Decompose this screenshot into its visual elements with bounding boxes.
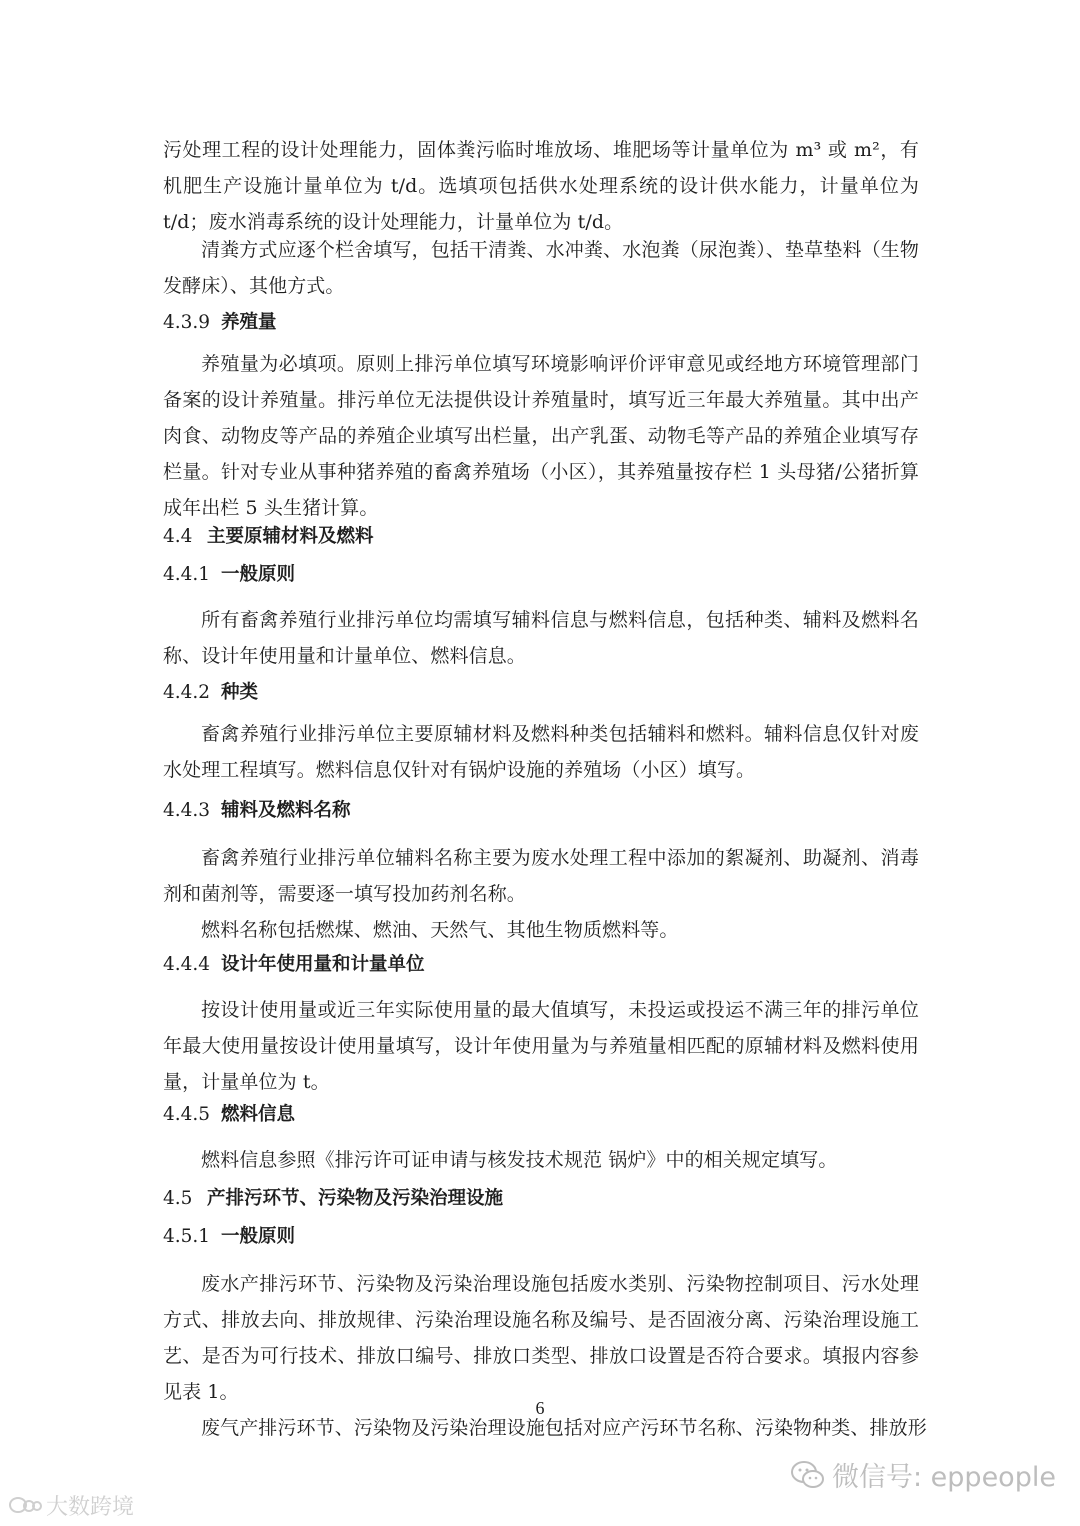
- paragraph-block: [163, 1142, 919, 1178]
- section-title: 一般原则: [221, 1226, 296, 1247]
- section-title: 设计年使用量和计量单位: [221, 954, 425, 975]
- heading-4-5-1: [163, 1222, 919, 1252]
- heading-4-4-2: [163, 678, 919, 708]
- paragraph-block: [163, 1266, 927, 1446]
- section-title: 种类: [221, 682, 259, 703]
- paragraph-fuel-info: 燃料信息参照《排污许可证申请与核发技术规范 锅炉》中的相关规定填写。: [201, 1149, 838, 1171]
- watermark-left-text: 大数跨境: [46, 1495, 135, 1520]
- heading-4-4: [163, 522, 919, 552]
- section-number: 4.4.2: [163, 682, 211, 703]
- paragraph-block: [163, 992, 919, 1100]
- section-title: 主要原辅材料及燃料: [207, 526, 374, 547]
- paragraph-types: 畜禽养殖行业排污单位主要原辅材料及燃料种类包括辅料和燃料。辅料信息仅针对废水处理工程填写。燃料信息仅针对有锅炉设施的养殖场（小区）填写。: [163, 723, 919, 781]
- section-title: 养殖量: [221, 312, 277, 333]
- bubble-logo-icon: [8, 1495, 42, 1517]
- paragraph-block: [163, 716, 919, 788]
- watermark-right-text: 微信号: eppeople: [832, 1462, 1056, 1493]
- page-number: 6: [535, 1398, 545, 1418]
- paragraph-block: [163, 232, 919, 304]
- paragraph-block: [163, 132, 919, 240]
- section-number: 4.4.5: [163, 1104, 211, 1125]
- section-number: 4.5.1: [163, 1226, 211, 1247]
- paragraph-annual-usage: 按设计使用量或近三年实际使用量的最大值填写，未投运或投运不满三年的排污单位年最大使用量按设计使用量填写，设计年使用量为与养殖量相匹配的原辅材料及燃料使用量，计量单位为 t。: [163, 999, 919, 1093]
- section-number: 4.3.9: [163, 312, 211, 333]
- paragraph-block: [163, 602, 919, 674]
- section-number: 4.5: [163, 1188, 193, 1209]
- heading-4-3-9: [163, 308, 919, 338]
- section-title: 产排污环节、污染物及污染治理设施: [207, 1188, 504, 1209]
- paragraph-manure-cleaning: 清粪方式应逐个栏舍填写，包括干清粪、水冲粪、水泡粪（尿泡粪）、垫草垫料（生物发酵床）、其他方式。: [163, 239, 919, 297]
- section-number: 4.4: [163, 526, 193, 547]
- paragraph-block: [163, 840, 919, 948]
- paragraph-general-principle: 所有畜禽养殖行业排污单位均需填写辅料信息与燃料信息，包括种类、辅料及燃料名称、设计年使用量和计量单位、燃料信息。: [163, 609, 919, 667]
- heading-4-4-5: [163, 1100, 919, 1130]
- heading-4-4-3: [163, 796, 919, 826]
- watermark-right: [790, 1455, 1056, 1494]
- paragraph-continuation: 污处理工程的设计处理能力，固体粪污临时堆放场、堆肥场等计量单位为 m³ 或 m²，有机肥生产设施计量单位为 t/d。选填项包括供水处理系统的设计供水能力，计量单位为 t/d；废水消毒系统的设计处理能力，计量单位为 t/d。: [163, 139, 919, 233]
- heading-4-5: [163, 1184, 919, 1214]
- section-number: 4.4.1: [163, 564, 211, 585]
- paragraph-auxiliary-names: 畜禽养殖行业排污单位辅料名称主要为废水处理工程中添加的絮凝剂、助凝剂、消毒剂和菌剂等，需要逐一填写投加药剂名称。: [163, 847, 919, 905]
- section-title: 一般原则: [221, 564, 296, 585]
- section-number: 4.4.4: [163, 954, 211, 975]
- heading-4-4-1: [163, 560, 919, 590]
- paragraph-block: [163, 346, 919, 526]
- paragraph-waste-gas: 废气产排污环节、污染物及污染治理设施包括对应产污环节名称、污染物种类、排放形: [201, 1417, 927, 1439]
- section-title: 燃料信息: [221, 1104, 296, 1125]
- paragraph-fuel-names: 燃料名称包括燃煤、燃油、天然气、其他生物质燃料等。: [201, 919, 679, 941]
- watermark-left: [8, 1490, 134, 1521]
- section-title: 辅料及燃料名称: [221, 800, 351, 821]
- paragraph-breeding-volume: 养殖量为必填项。原则上排污单位填写环境影响评价评审意见或经地方环境管理部门备案的设计养殖量。排污单位无法提供设计养殖量时，填写近三年最大养殖量。其中出产肉食、动物皮等产品的养殖企业填写出栏量，出产乳蛋、动物毛等产品的养殖企业填写存栏量。针对专业从事种猪养殖的畜禽养殖场（小区），其养殖量按存栏 1 头母猪/公猪折算成年出栏 5 头生猪计算。: [163, 353, 919, 519]
- heading-4-4-4: [163, 950, 919, 980]
- paragraph-wastewater: 废水产排污环节、污染物及污染治理设施包括废水类别、污染物控制项目、污水处理方式、排放去向、排放规律、污染治理设施名称及编号、是否固液分离、污染治理设施工艺、是否为可行技术、排放口编号、排放口类型、排放口设置是否符合要求。填报内容参见表 1。: [163, 1273, 919, 1403]
- wechat-logo-icon: [790, 1459, 826, 1491]
- section-number: 4.4.3: [163, 800, 211, 821]
